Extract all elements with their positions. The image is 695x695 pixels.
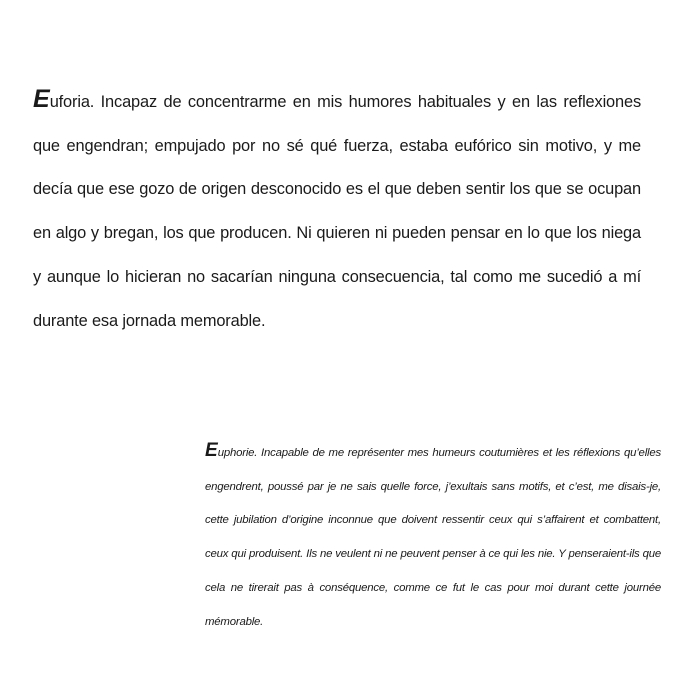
spanish-paragraph (33, 78, 641, 343)
french-body-text: uphorie. Incapable de me représenter mes humeurs coutumières et les réflexions qu’elles engendrent, poussé par je ne sais quelle force, j’exultais sans motifs, et c’est, me disais-je, cette jubilation d’origine inconnue que doivent ressentir ceux qui s’affairent et combattent, ceux qui produisent. Ils ne veulent ni ne peuvent penser à ce qui les nie. Y penseraient-ils que cela ne tirerait pas à conséquence, comme ce fut le cas pour moi durant cette journée mémorable. (205, 447, 661, 628)
french-drop-cap: E (205, 440, 218, 461)
spanish-drop-cap: E (33, 85, 50, 113)
spanish-body-text: uforia. Incapaz de concentrarme en mis humores habituales y en las reflexiones que engendran; empujado por no sé qué fuerza, estaba eufórico sin motivo, y me decía que ese gozo de origen desconocido es el que deben sentir los que se ocupan en algo y bregan, los que producen. Ni quieren ni pueden pensar en lo que los niega y aunque lo hicieran no sacarían ninguna consecuencia, tal como me sucedió a mí durante esa jornada memorable. (33, 93, 641, 330)
french-paragraph (205, 434, 661, 639)
